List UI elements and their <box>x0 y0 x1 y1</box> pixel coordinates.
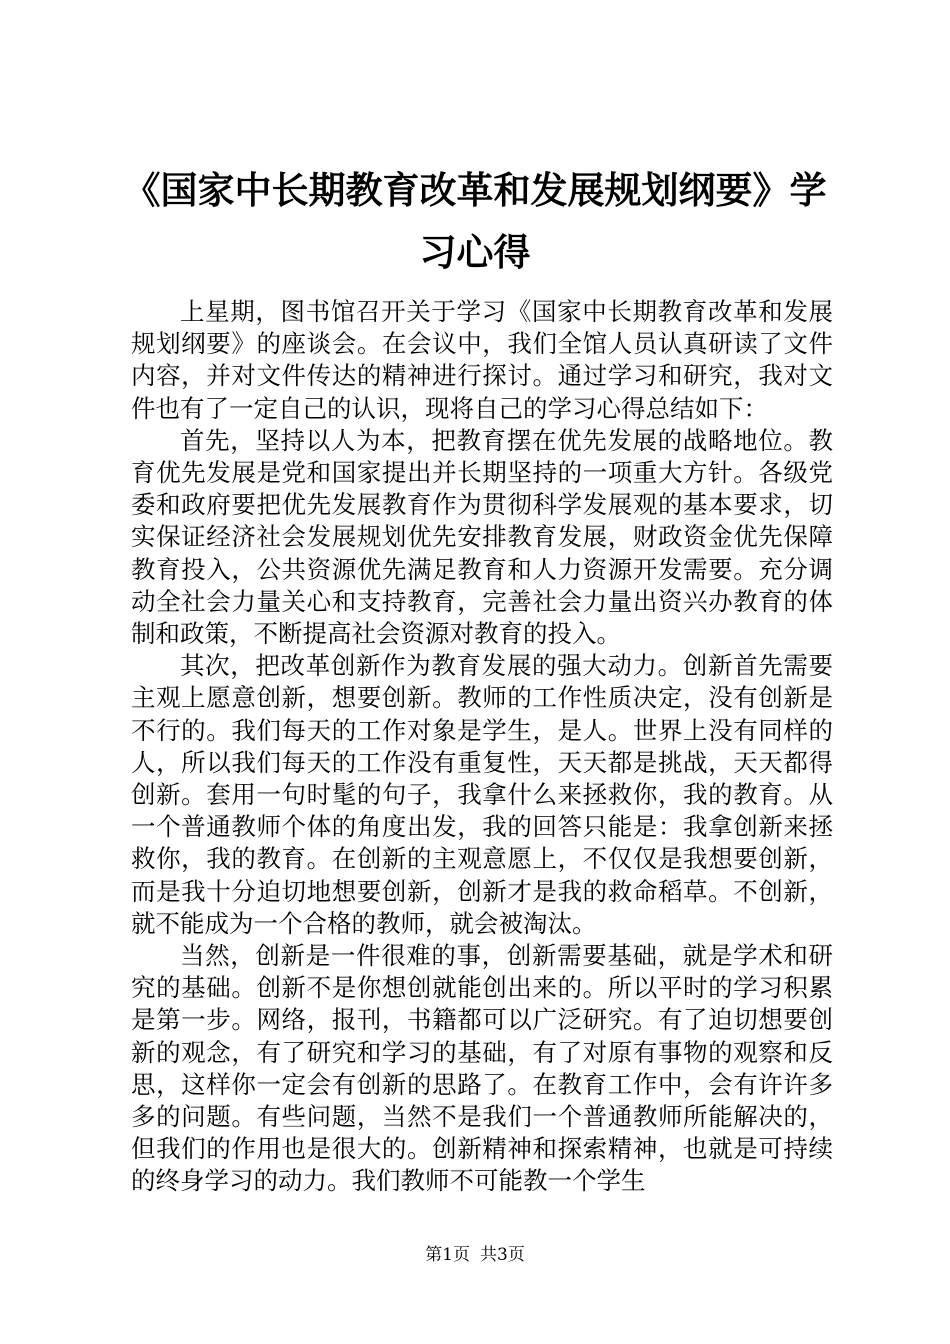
document-title: 《国家中长期教育改革和发展规划纲要》学习心得 <box>123 169 827 274</box>
page-total: 共3页 <box>480 1245 525 1265</box>
paragraph-second-point: 其次，把改革创新作为教育发展的强大动力。创新首先需要主观上愿意创新，想要创新。教师的工作性质决定，没有创新是不行的。我们每天的工作对象是学生，是人。世界上没有同样的人，所以我们每天的工作没有重复性，天天都是挑战，天天都得创新。套用一句时髦的句子，我拿什么来拯救你，我的教育。从一个普通教师个体的角度出发，我的回答只能是：我拿创新来拯救你，我的教育。在创新的主观意愿上，不仅仅是我想要创新，而是我十分迫切地想要创新，创新才是我的救命稻草。不创新，就不能成为一个合格的教师，就会被淘汰。 <box>131 651 833 938</box>
document-body <box>131 296 833 1198</box>
paragraph-intro: 上星期，图书馆召开关于学习《国家中长期教育改革和发展规划纲要》的座谈会。在会议中，我们全馆人员认真研读了文件内容，并对文件传达的精神进行探讨。通过学习和研究，我对文件也有了一定自己的认识，现将自己的学习心得总结如下： <box>131 297 833 423</box>
paragraph-innovation: 当然，创新是一件很难的事，创新需要基础，就是学术和研究的基础。创新不是你想创就能创出来的。所以平时的学习积累是第一步。网络，报刊，书籍都可以广泛研究。有了迫切想要创新的观念，有了研究和学习的基础，有了对原有事物的观察和反思，这样你一定会有创新的思路了。在教育工作中，会有许许多多的问题。有些问题，当然不是我们一个普通教师所能解决的，但我们的作用也是很大的。创新精神和探索精神，也就是可持续的终身学习的动力。我们教师不可能教一个学生 <box>131 941 833 1196</box>
paragraph-first-point: 首先，坚持以人为本，把教育摆在优先发展的战略地位。教育优先发展是党和国家提出并长期坚持的一项重大方针。各级党委和政府要把优先发展教育作为贯彻科学发展观的基本要求，切实保证经济社会发展规划优先安排教育发展，财政资金优先保障教育投入，公共资源优先满足教育和人力资源开发需要。充分调动全社会力量关心和支持教育，完善社会力量出资兴办教育的体制和政策，不断提高社会资源对教育的投入。 <box>131 425 833 649</box>
page-footer <box>0 1243 950 1267</box>
page-number: 第1页 <box>425 1245 470 1265</box>
